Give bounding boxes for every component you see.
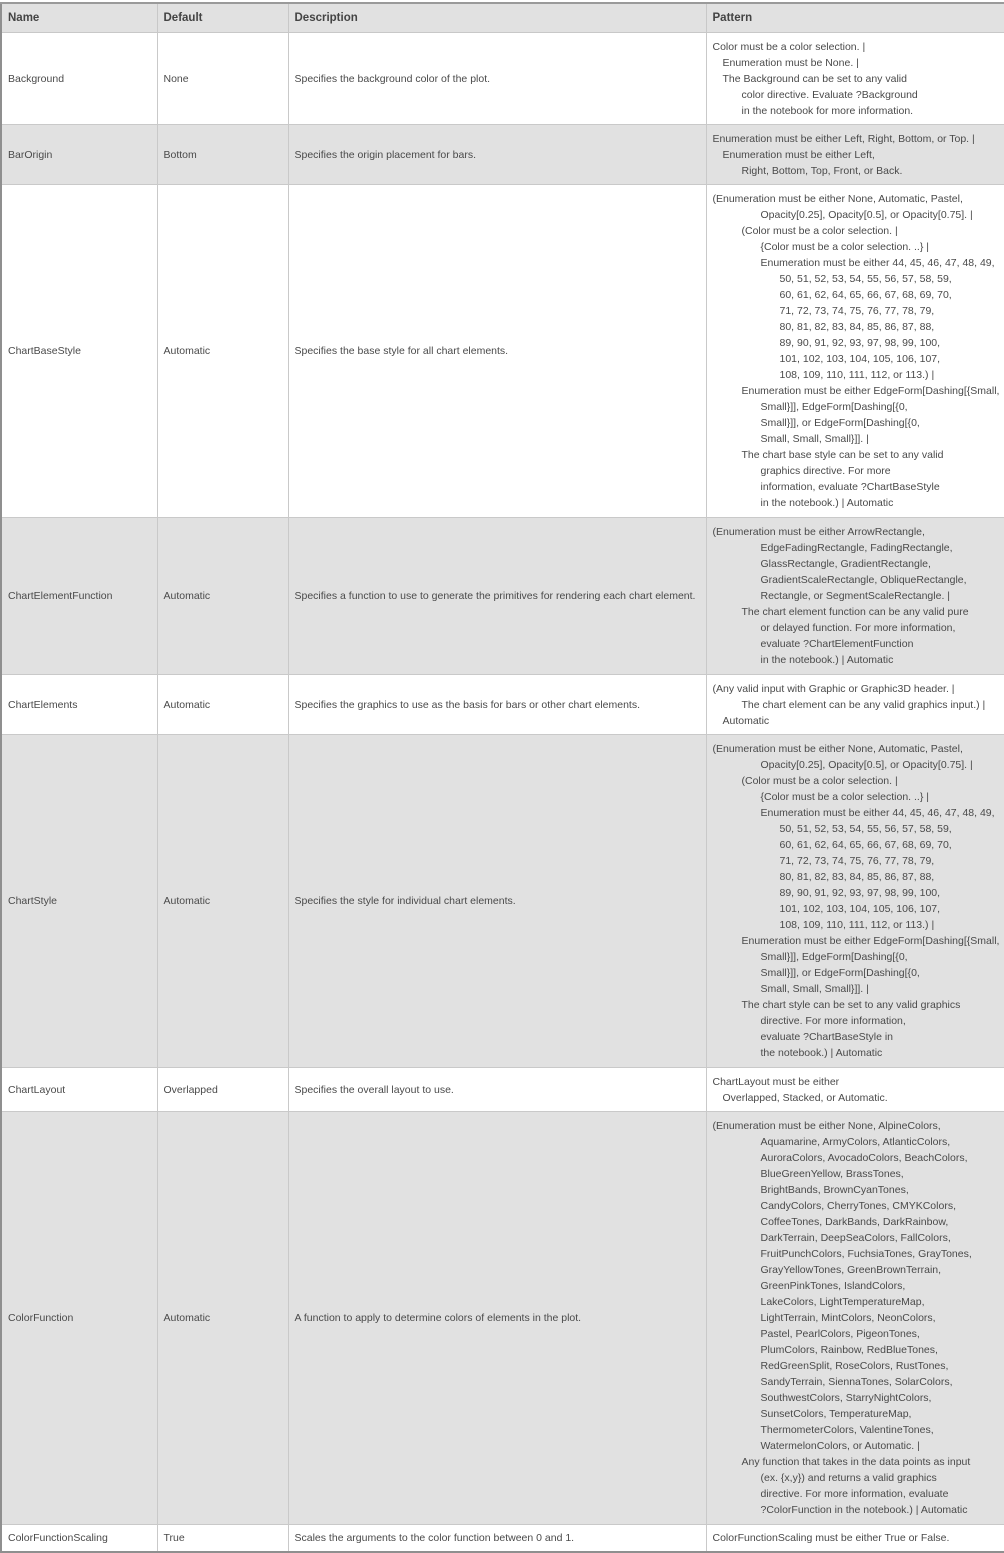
- option-default: Automatic: [157, 735, 288, 1068]
- option-name: ChartBaseStyle: [1, 185, 157, 518]
- pattern-line: (ex. {x,y}) and returns a valid graphics: [760, 1472, 937, 1484]
- pattern-line: (Enumeration must be either None, Automatic, Pastel,: [712, 193, 963, 205]
- pattern-line: ColorFunctionScaling must be either True or False.: [712, 1531, 950, 1544]
- pattern-line: 71, 72, 73, 74, 75, 76, 77, 78, 79,: [779, 855, 935, 867]
- option-description: Specifies the base style for all chart elements.: [288, 185, 706, 518]
- pattern-line: 108, 109, 110, 111, 112, or 113.) |: [779, 369, 935, 381]
- option-pattern: [706, 1068, 1004, 1112]
- pattern-line: ?ColorFunction in the notebook.) | Automatic: [760, 1504, 968, 1516]
- options-table: [0, 2, 1004, 1553]
- option-pattern: [706, 33, 1004, 125]
- pattern-line: (Enumeration must be either ArrowRectangle,: [712, 526, 925, 538]
- pattern-line: graphics directive. For more: [760, 465, 891, 477]
- pattern-line: CandyColors, CherryTones, CMYKColors,: [760, 1200, 956, 1212]
- pattern-line: Small}]], or EdgeForm[Dashing[{0,: [760, 417, 920, 429]
- pattern-line: 89, 90, 91, 92, 93, 97, 98, 99, 100,: [779, 887, 941, 899]
- option-default: Overlapped: [157, 1068, 288, 1112]
- option-name: ChartLayout: [1, 1068, 157, 1112]
- pattern-line: in the notebook for more information.: [741, 104, 914, 117]
- pattern-line: 80, 81, 82, 83, 84, 85, 86, 87, 88,: [779, 321, 935, 333]
- pattern-line: Enumeration must be None. |: [722, 56, 859, 69]
- pattern-line: GradientScaleRectangle, ObliqueRectangle,: [760, 574, 967, 586]
- pattern-line: SunsetColors, TemperatureMap,: [760, 1408, 912, 1420]
- option-description: Specifies the overall layout to use.: [288, 1068, 706, 1112]
- pattern-line: color directive. Evaluate ?Background: [741, 88, 918, 101]
- pattern-line: (Color must be a color selection. |: [741, 225, 898, 237]
- option-pattern: [706, 735, 1004, 1068]
- pattern-line: Small, Small, Small}]]. |: [760, 983, 869, 995]
- pattern-line: in the notebook.) | Automatic: [760, 654, 894, 666]
- pattern-line: AuroraColors, AvocadoColors, BeachColors,: [760, 1152, 968, 1164]
- pattern-line: evaluate ?ChartBaseStyle in: [760, 1031, 893, 1043]
- option-default: Automatic: [157, 518, 288, 675]
- pattern-line: {Color must be a color selection. ..} |: [760, 791, 929, 803]
- table-row: [1, 185, 1004, 518]
- option-name: BarOrigin: [1, 125, 157, 185]
- pattern-line: (Enumeration must be either None, Automatic, Pastel,: [712, 743, 963, 755]
- pattern-line: Enumeration must be either Left,: [722, 148, 875, 161]
- pattern-line: GlassRectangle, GradientRectangle,: [760, 558, 931, 570]
- pattern-line: Small}]], EdgeForm[Dashing[{0,: [760, 951, 908, 963]
- header-default: Default: [157, 3, 288, 33]
- pattern-line: EdgeFadingRectangle, FadingRectangle,: [760, 542, 953, 554]
- pattern-line: information, evaluate ?ChartBaseStyle: [760, 481, 940, 493]
- table-body: [1, 33, 1004, 1552]
- pattern-line: Overlapped, Stacked, or Automatic.: [722, 1091, 888, 1104]
- option-pattern: [706, 1112, 1004, 1525]
- pattern-line: (Color must be a color selection. |: [741, 775, 898, 787]
- option-default: Bottom: [157, 125, 288, 185]
- pattern-line: ThermometerColors, ValentineTones,: [760, 1424, 934, 1436]
- option-description: Specifies the graphics to use as the basis for bars or other chart elements.: [288, 675, 706, 735]
- pattern-line: in the notebook.) | Automatic: [760, 497, 894, 509]
- pattern-line: BlueGreenYellow, BrassTones,: [760, 1168, 904, 1180]
- option-name: ChartStyle: [1, 735, 157, 1068]
- pattern-line: The chart element function can be any valid pure: [741, 606, 969, 618]
- option-description: Scales the arguments to the color function between 0 and 1.: [288, 1525, 706, 1552]
- pattern-line: Enumeration must be either 44, 45, 46, 47, 48, 49,: [760, 257, 995, 269]
- table-row: [1, 1525, 1004, 1552]
- option-name: ChartElementFunction: [1, 518, 157, 675]
- pattern-line: 89, 90, 91, 92, 93, 97, 98, 99, 100,: [779, 337, 941, 349]
- pattern-line: LakeColors, LightTemperatureMap,: [760, 1296, 925, 1308]
- option-description: Specifies the background color of the plot.: [288, 33, 706, 125]
- pattern-line: Any function that takes in the data points as input: [741, 1456, 971, 1468]
- pattern-line: Rectangle, or SegmentScaleRectangle. |: [760, 590, 951, 602]
- pattern-line: Aquamarine, ArmyColors, AtlanticColors,: [760, 1136, 951, 1148]
- pattern-line: Color must be a color selection. |: [712, 40, 866, 53]
- pattern-line: Small}]], EdgeForm[Dashing[{0,: [760, 401, 908, 413]
- table-row: [1, 33, 1004, 125]
- pattern-line: 101, 102, 103, 104, 105, 106, 107,: [779, 903, 941, 915]
- pattern-line: GrayYellowTones, GreenBrownTerrain,: [760, 1264, 942, 1276]
- pattern-line: LightTerrain, MintColors, NeonColors,: [760, 1312, 936, 1324]
- pattern-line: 60, 61, 62, 64, 65, 66, 67, 68, 69, 70,: [779, 839, 952, 851]
- pattern-line: DarkTerrain, DeepSeaColors, FallColors,: [760, 1232, 951, 1244]
- pattern-line: 101, 102, 103, 104, 105, 106, 107,: [779, 353, 941, 365]
- pattern-line: Enumeration must be either Left, Right, Bottom, or Top. |: [712, 132, 975, 145]
- pattern-line: ChartLayout must be either: [712, 1075, 840, 1088]
- pattern-line: SandyTerrain, SiennaTones, SolarColors,: [760, 1376, 953, 1388]
- pattern-line: (Enumeration must be either None, AlpineColors,: [712, 1120, 941, 1132]
- pattern-line: Enumeration must be either EdgeForm[Dashing[{Small,: [741, 935, 1000, 947]
- option-description: Specifies the style for individual chart elements.: [288, 735, 706, 1068]
- pattern-line: The Background can be set to any valid: [722, 72, 907, 85]
- pattern-line: 50, 51, 52, 53, 54, 55, 56, 57, 58, 59,: [779, 273, 952, 285]
- pattern-line: BrightBands, BrownCyanTones,: [760, 1184, 909, 1196]
- pattern-line: CoffeeTones, DarkBands, DarkRainbow,: [760, 1216, 949, 1228]
- table-row: [1, 675, 1004, 735]
- option-pattern: [706, 1525, 1004, 1552]
- pattern-line: The chart style can be set to any valid graphics: [741, 999, 961, 1011]
- pattern-line: evaluate ?ChartElementFunction: [760, 638, 914, 650]
- option-default: Automatic: [157, 675, 288, 735]
- pattern-line: directive. For more information,: [760, 1015, 906, 1027]
- pattern-line: Enumeration must be either EdgeForm[Dashing[{Small,: [741, 385, 1000, 397]
- option-pattern: [706, 518, 1004, 675]
- option-name: ColorFunctionScaling: [1, 1525, 157, 1552]
- pattern-line: 80, 81, 82, 83, 84, 85, 86, 87, 88,: [779, 871, 935, 883]
- pattern-line: directive. For more information, evaluate: [760, 1488, 949, 1500]
- pattern-line: PlumColors, Rainbow, RedBlueTones,: [760, 1344, 938, 1356]
- pattern-line: {Color must be a color selection. ..} |: [760, 241, 929, 253]
- header-row: [1, 3, 1004, 33]
- pattern-line: WatermelonColors, or Automatic. |: [760, 1440, 920, 1452]
- header-description: Description: [288, 3, 706, 33]
- pattern-line: 50, 51, 52, 53, 54, 55, 56, 57, 58, 59,: [779, 823, 952, 835]
- header-pattern: Pattern: [706, 3, 1004, 33]
- pattern-line: Opacity[0.25], Opacity[0.5], or Opacity[0.75]. |: [760, 759, 973, 771]
- pattern-line: RedGreenSplit, RoseColors, RustTones,: [760, 1360, 949, 1372]
- option-name: ChartElements: [1, 675, 157, 735]
- pattern-line: or delayed function. For more information,: [760, 622, 956, 634]
- option-default: Automatic: [157, 185, 288, 518]
- option-default: True: [157, 1525, 288, 1552]
- option-default: None: [157, 33, 288, 125]
- option-name: Background: [1, 33, 157, 125]
- option-name: ColorFunction: [1, 1112, 157, 1525]
- pattern-line: the notebook.) | Automatic: [760, 1047, 883, 1059]
- option-description: Specifies a function to use to generate the primitives for rendering each chart element.: [288, 518, 706, 675]
- pattern-line: Small}]], or EdgeForm[Dashing[{0,: [760, 967, 920, 979]
- table-row: [1, 518, 1004, 675]
- option-description: Specifies the origin placement for bars.: [288, 125, 706, 185]
- option-default: Automatic: [157, 1112, 288, 1525]
- pattern-line: FruitPunchColors, FuchsiaTones, GrayTones,: [760, 1248, 972, 1260]
- pattern-line: 108, 109, 110, 111, 112, or 113.) |: [779, 919, 935, 931]
- header-name: Name: [1, 3, 157, 33]
- pattern-line: 71, 72, 73, 74, 75, 76, 77, 78, 79,: [779, 305, 935, 317]
- table-row: [1, 1112, 1004, 1525]
- table-row: [1, 1068, 1004, 1112]
- pattern-line: Pastel, PearlColors, PigeonTones,: [760, 1328, 920, 1340]
- pattern-line: (Any valid input with Graphic or Graphic3D header. |: [712, 682, 955, 695]
- pattern-line: Right, Bottom, Top, Front, or Back.: [741, 164, 903, 177]
- pattern-line: Automatic: [722, 714, 770, 727]
- option-pattern: [706, 125, 1004, 185]
- pattern-line: Opacity[0.25], Opacity[0.5], or Opacity[0.75]. |: [760, 209, 973, 221]
- pattern-line: 60, 61, 62, 64, 65, 66, 67, 68, 69, 70,: [779, 289, 952, 301]
- pattern-line: Small, Small, Small}]]. |: [760, 433, 869, 445]
- table-row: [1, 735, 1004, 1068]
- pattern-line: The chart element can be any valid graphics input.) |: [741, 698, 986, 711]
- pattern-line: The chart base style can be set to any valid: [741, 449, 944, 461]
- pattern-line: Enumeration must be either 44, 45, 46, 47, 48, 49,: [760, 807, 995, 819]
- option-description: A function to apply to determine colors of elements in the plot.: [288, 1112, 706, 1525]
- pattern-line: SouthwestColors, StarryNightColors,: [760, 1392, 932, 1404]
- option-pattern: [706, 185, 1004, 518]
- pattern-line: GreenPinkTones, IslandColors,: [760, 1280, 906, 1292]
- option-pattern: [706, 675, 1004, 735]
- table-row: [1, 125, 1004, 185]
